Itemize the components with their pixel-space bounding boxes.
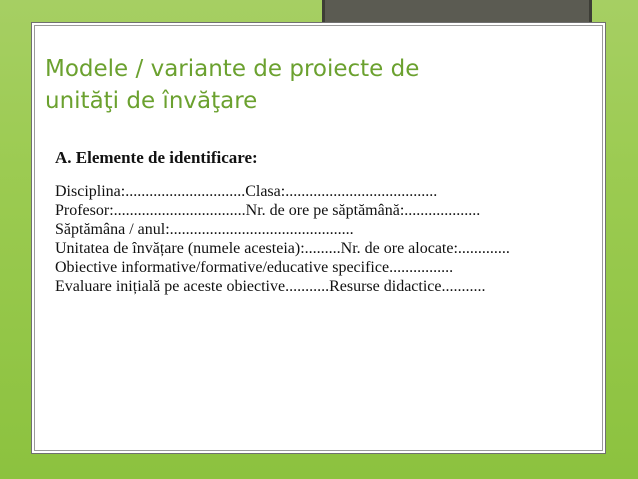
- slide-title-line-1: Modele / variante de proiecte de: [45, 56, 420, 82]
- document-line-saptamana: Săptămâna / anul:..............................................: [55, 221, 354, 238]
- document-line-profesor: Profesor:.................................Nr. de ore pe săptămână:...................: [55, 202, 481, 219]
- document-line-disciplina: Disciplina:..............................Clasa:......................................: [55, 183, 438, 200]
- slide-title: [45, 53, 585, 117]
- slide-title-line-2: unităţi de învăţare: [45, 88, 258, 114]
- slide-content-panel: [31, 22, 606, 454]
- document-line-obiective: Obiective informative/formative/educative specifice................: [55, 259, 454, 276]
- document-line-evaluare: Evaluare inițială pe aceste obiective...........Resurse didactice...........: [55, 278, 486, 295]
- document-image-block: [55, 148, 600, 296]
- document-heading: A. Elemente de identificare:: [55, 148, 258, 167]
- document-line-unitatea: Unitatea de învățare (numele acesteia):.........Nr. de ore alocate:.............: [55, 240, 510, 257]
